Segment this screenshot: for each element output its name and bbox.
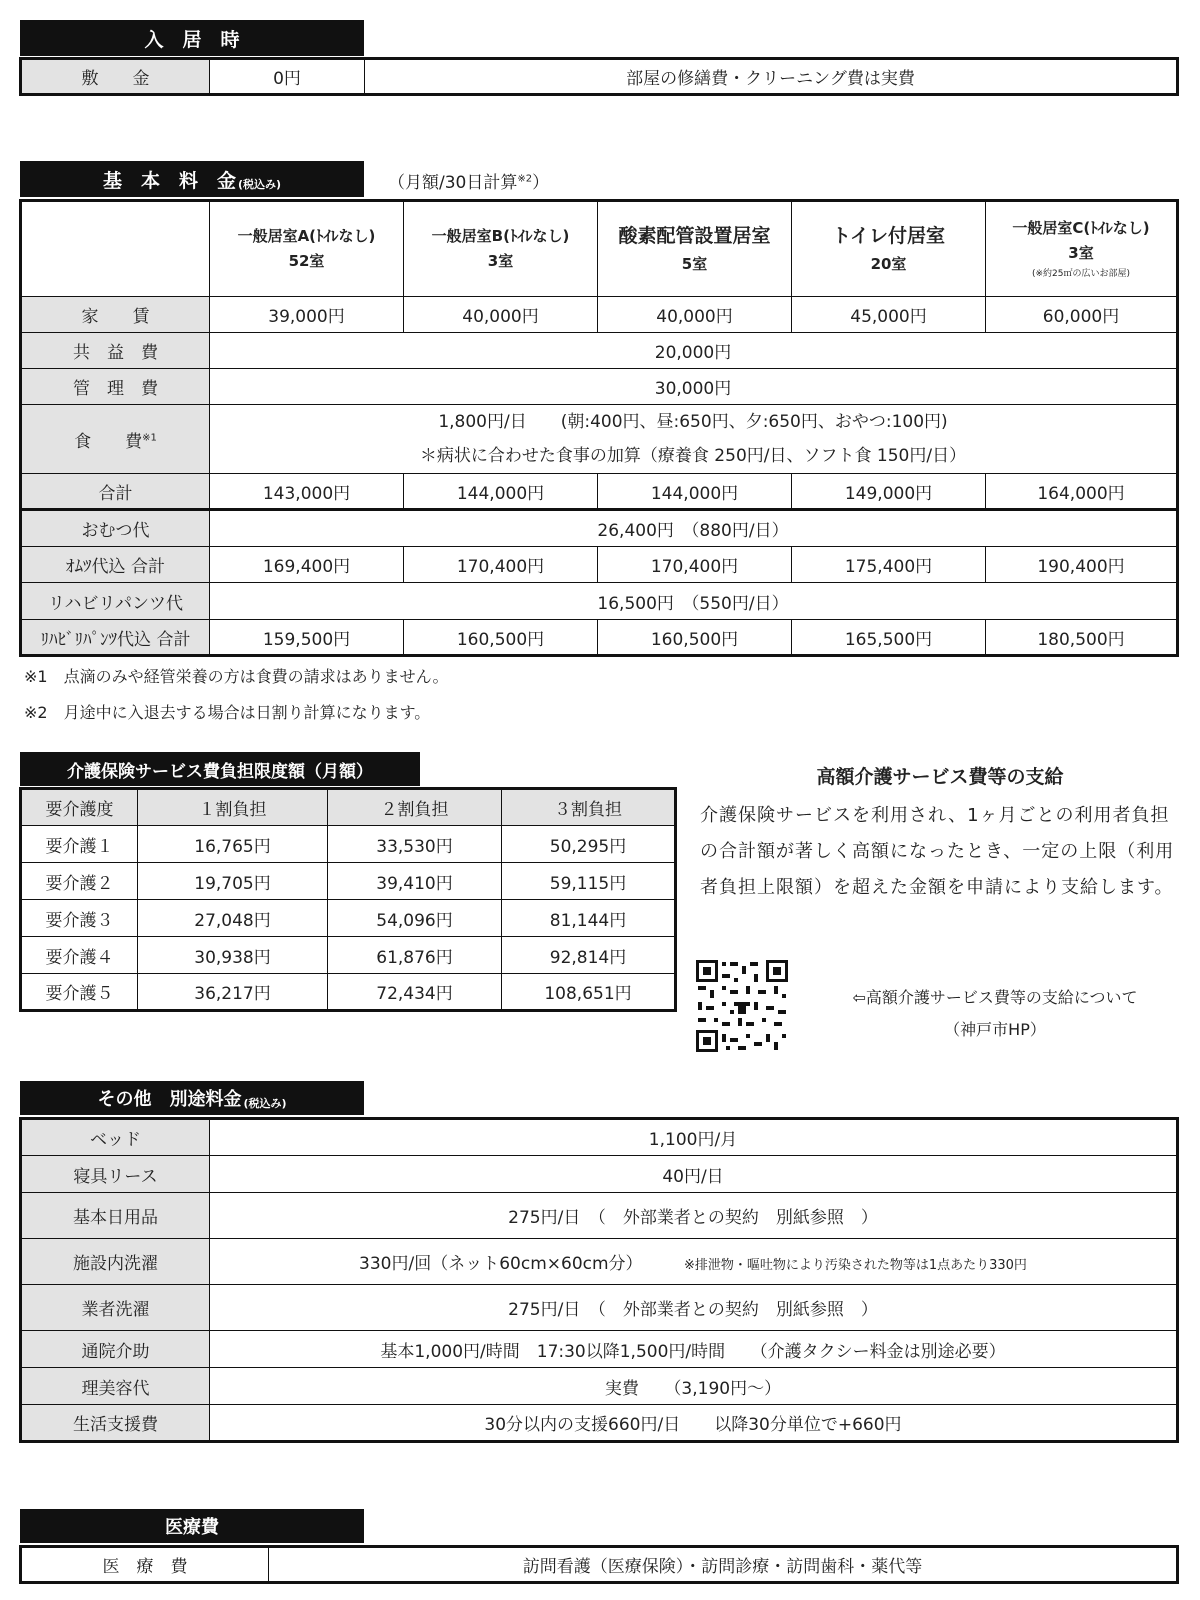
diaper-total-oxygen: 170,400円 xyxy=(598,547,792,583)
rehab-total-b: 160,500円 xyxy=(404,620,598,656)
rehab-pants-value: 16,500円 （550円/日） xyxy=(210,583,1178,620)
diaper-label: おむつ代 xyxy=(21,510,210,547)
food-fee-label xyxy=(21,405,210,474)
diaper-total-c: 190,400円 xyxy=(986,547,1178,583)
basic-fee-header-text: 基 本 料 金 xyxy=(102,169,236,192)
rent-label: 家 賃 xyxy=(21,297,210,333)
barber-value: 実費 （3,190円～） xyxy=(210,1368,1178,1405)
food-fee-line1: 1,800円/日 (朝:400円、昼:650円、夕:650円、おやつ:100円) xyxy=(438,412,948,432)
room-type-toilet xyxy=(792,201,986,297)
room-oxygen-count: 5室 xyxy=(681,255,708,274)
daily-goods-label: 基本日用品 xyxy=(21,1193,210,1239)
high-cost-link-line1: ⇦高額介護サービス費等の支給について xyxy=(852,988,1138,1007)
table-row xyxy=(21,863,676,900)
high-cost-link-line2: （神戸市HP） xyxy=(944,1020,1046,1039)
care-20pct: 72,434円 xyxy=(328,974,502,1011)
laundry-value-main: 330円/回（ネット60cm×60cm分） xyxy=(359,1254,643,1274)
food-fee-line2: ＊病状に合わせた食事の加算（療養食 250円/日、ソフト食 150円/日） xyxy=(419,446,967,466)
care-10pct: 36,217円 xyxy=(138,974,328,1011)
diaper-total-toilet: 175,400円 xyxy=(792,547,986,583)
move-in-table xyxy=(19,57,1179,96)
life-support-value: 30分以内の支援660円/日 以降30分単位で+660円 xyxy=(210,1405,1178,1442)
room-type-oxygen xyxy=(598,201,792,297)
diaper-value: 26,400円 （880円/日） xyxy=(210,510,1178,547)
care-level: 要介護３ xyxy=(21,900,138,937)
move-in-header-text: 入 居 時 xyxy=(144,28,240,51)
rent-toilet: 45,000円 xyxy=(792,297,986,333)
rent-c: 60,000円 xyxy=(986,297,1178,333)
room-toilet-count: 20室 xyxy=(870,255,907,274)
other-fee-tax-note: (税込み) xyxy=(243,1097,287,1110)
total-c: 164,000円 xyxy=(986,474,1178,510)
medical-table xyxy=(19,1545,1179,1584)
care-20pct: 33,530円 xyxy=(328,826,502,863)
deposit-label: 敷 金 xyxy=(21,59,210,95)
hospital-escort-label: 通院介助 xyxy=(21,1331,210,1368)
basic-corner-cell xyxy=(21,201,210,297)
total-b: 144,000円 xyxy=(404,474,598,510)
rehab-pants-label: リハビリパンツ代 xyxy=(21,583,210,620)
rehab-total-c: 180,500円 xyxy=(986,620,1178,656)
rent-b: 40,000円 xyxy=(404,297,598,333)
bedding-label: 寝具リース xyxy=(21,1156,210,1193)
footnote-2: ※2 月途中に入退去する場合は日割り計算になります。 xyxy=(24,703,431,722)
total-toilet: 149,000円 xyxy=(792,474,986,510)
other-fee-header-text: その他 別途料金 xyxy=(97,1089,242,1110)
care-level: 要介護５ xyxy=(21,974,138,1011)
total-label: 合計 xyxy=(21,474,210,510)
laundry-label: 施設内洗濯 xyxy=(21,1239,210,1285)
footnote-1: ※1 点滴のみや経管栄養の方は食費の請求はありません。 xyxy=(24,667,449,686)
table-row xyxy=(21,1368,1178,1405)
bedding-value: 40円/日 xyxy=(210,1156,1178,1193)
qr-code-graphic xyxy=(694,958,790,1054)
care-level: 要介護２ xyxy=(21,863,138,900)
barber-label: 理美容代 xyxy=(21,1368,210,1405)
daily-goods-value: 275円/日 （ 外部業者との契約 別紙参照 ） xyxy=(210,1193,1178,1239)
room-a-count: 52室 xyxy=(288,252,325,270)
room-c-count: 3室 xyxy=(1068,244,1094,263)
table-row xyxy=(21,1239,1178,1285)
table-row xyxy=(21,1331,1178,1368)
deposit-note: 部屋の修繕費・クリーニング費は実費 xyxy=(365,59,1178,95)
rehab-total-a: 159,500円 xyxy=(210,620,404,656)
vendor-laundry-value: 275円/日 （ 外部業者との契約 別紙参照 ） xyxy=(210,1285,1178,1331)
other-fee-table xyxy=(19,1117,1179,1443)
care-10pct: 30,938円 xyxy=(138,937,328,974)
care-col-level: 要介護度 xyxy=(21,789,138,826)
life-support-label: 生活支援費 xyxy=(21,1405,210,1442)
management-fee-label: 管 理 費 xyxy=(21,369,210,405)
common-fee-value: 20,000円 xyxy=(210,333,1178,369)
food-fee-value xyxy=(210,405,1178,474)
rehab-total-label: ﾘﾊﾋﾞﾘﾊﾟﾝﾂ代込 合計 xyxy=(21,620,210,656)
care-col-20pct: ２割負担 xyxy=(328,789,502,826)
medical-header-text: 医療費 xyxy=(165,1517,219,1538)
rent-a: 39,000円 xyxy=(210,297,404,333)
table-row xyxy=(21,974,676,1011)
care-30pct: 59,115円 xyxy=(502,863,676,900)
room-b-count: 3室 xyxy=(487,252,514,270)
care-level: 要介護１ xyxy=(21,826,138,863)
other-fee-header xyxy=(20,1081,364,1115)
care-limit-header-text: 介護保険サービス費負担限度額（月額） xyxy=(67,761,373,782)
care-10pct: 19,705円 xyxy=(138,863,328,900)
basic-fee-header xyxy=(20,161,364,197)
medical-value: 訪問看護（医療保険）・訪問診療・訪問歯科・薬代等 xyxy=(269,1547,1178,1583)
care-limit-table xyxy=(19,787,677,1012)
table-row xyxy=(21,1156,1178,1193)
period-note-sup: ※2 xyxy=(517,173,533,185)
medical-label: 医 療 費 xyxy=(21,1547,269,1583)
total-a: 143,000円 xyxy=(210,474,404,510)
care-30pct: 50,295円 xyxy=(502,826,676,863)
period-note-text: （月額/30日計算 xyxy=(388,173,518,193)
room-c-size-note: (※約25㎡の広いお部屋) xyxy=(1031,268,1131,279)
basic-fee-period-note xyxy=(388,168,549,193)
table-row xyxy=(21,900,676,937)
care-col-10pct: １割負担 xyxy=(138,789,328,826)
room-type-b xyxy=(404,201,598,297)
high-cost-body: 介護保険サービスを利用され、1ヶ月ごとの利用者負担の合計額が著しく高額になったとき、一定の上限（利用者負担上限額）を超えた金額を申請により支給します。 xyxy=(700,805,1175,898)
care-10pct: 27,048円 xyxy=(138,900,328,937)
table-row xyxy=(21,1119,1178,1156)
high-cost-link[interactable] xyxy=(830,982,1160,1046)
hospital-escort-value: 基本1,000円/時間 17:30以降1,500円/時間 （介護タクシー料金は別途必要） xyxy=(210,1331,1178,1368)
food-label-sup: ※1 xyxy=(142,431,157,443)
move-in-header xyxy=(20,20,364,56)
care-20pct: 61,876円 xyxy=(328,937,502,974)
care-col-30pct: ３割負担 xyxy=(502,789,676,826)
room-b-name: 一般居室B(ﾄｲﾚなし) xyxy=(431,226,570,245)
bed-value: 1,100円/月 xyxy=(210,1119,1178,1156)
period-note-close: ） xyxy=(532,173,550,193)
food-label-text: 食 費 xyxy=(74,431,143,452)
bed-label: ベッド xyxy=(21,1119,210,1156)
total-oxygen: 144,000円 xyxy=(598,474,792,510)
rehab-total-toilet: 165,500円 xyxy=(792,620,986,656)
deposit-amount: 0円 xyxy=(210,59,365,95)
table-row xyxy=(21,1405,1178,1442)
care-10pct: 16,765円 xyxy=(138,826,328,863)
room-type-a xyxy=(210,201,404,297)
room-toilet-name: トイレ付居室 xyxy=(831,225,946,248)
diaper-total-label: ｵﾑﾂ代込 合計 xyxy=(21,547,210,583)
table-row xyxy=(21,1193,1178,1239)
room-type-c xyxy=(986,201,1178,297)
diaper-total-a: 169,400円 xyxy=(210,547,404,583)
laundry-value-note: ※排泄物・嘔吐物により汚染された物等は1点あたり330円 xyxy=(683,1258,1027,1273)
laundry-value xyxy=(210,1239,1178,1285)
qr-code-icon[interactable] xyxy=(694,958,790,1054)
common-fee-label: 共 益 費 xyxy=(21,333,210,369)
room-c-name: 一般居室C(ﾄｲﾚなし) xyxy=(1012,218,1150,237)
table-row xyxy=(21,937,676,974)
vendor-laundry-label: 業者洗濯 xyxy=(21,1285,210,1331)
diaper-total-b: 170,400円 xyxy=(404,547,598,583)
rent-oxygen: 40,000円 xyxy=(598,297,792,333)
medical-header xyxy=(20,1509,364,1543)
basic-fee-tax-note: (税込み) xyxy=(237,178,282,191)
care-30pct: 108,651円 xyxy=(502,974,676,1011)
rehab-total-oxygen: 160,500円 xyxy=(598,620,792,656)
room-a-name: 一般居室A(ﾄｲﾚなし) xyxy=(237,226,376,245)
basic-fee-table xyxy=(19,199,1179,657)
management-fee-value: 30,000円 xyxy=(210,369,1178,405)
care-30pct: 81,144円 xyxy=(502,900,676,937)
room-oxygen-name: 酸素配管設置居室 xyxy=(618,225,771,248)
care-20pct: 39,410円 xyxy=(328,863,502,900)
care-limit-header xyxy=(20,752,420,786)
care-20pct: 54,096円 xyxy=(328,900,502,937)
care-level: 要介護４ xyxy=(21,937,138,974)
table-row xyxy=(21,826,676,863)
care-30pct: 92,814円 xyxy=(502,937,676,974)
table-row xyxy=(21,1285,1178,1331)
high-cost-title: 高額介護サービス費等の支給 xyxy=(816,766,1064,788)
